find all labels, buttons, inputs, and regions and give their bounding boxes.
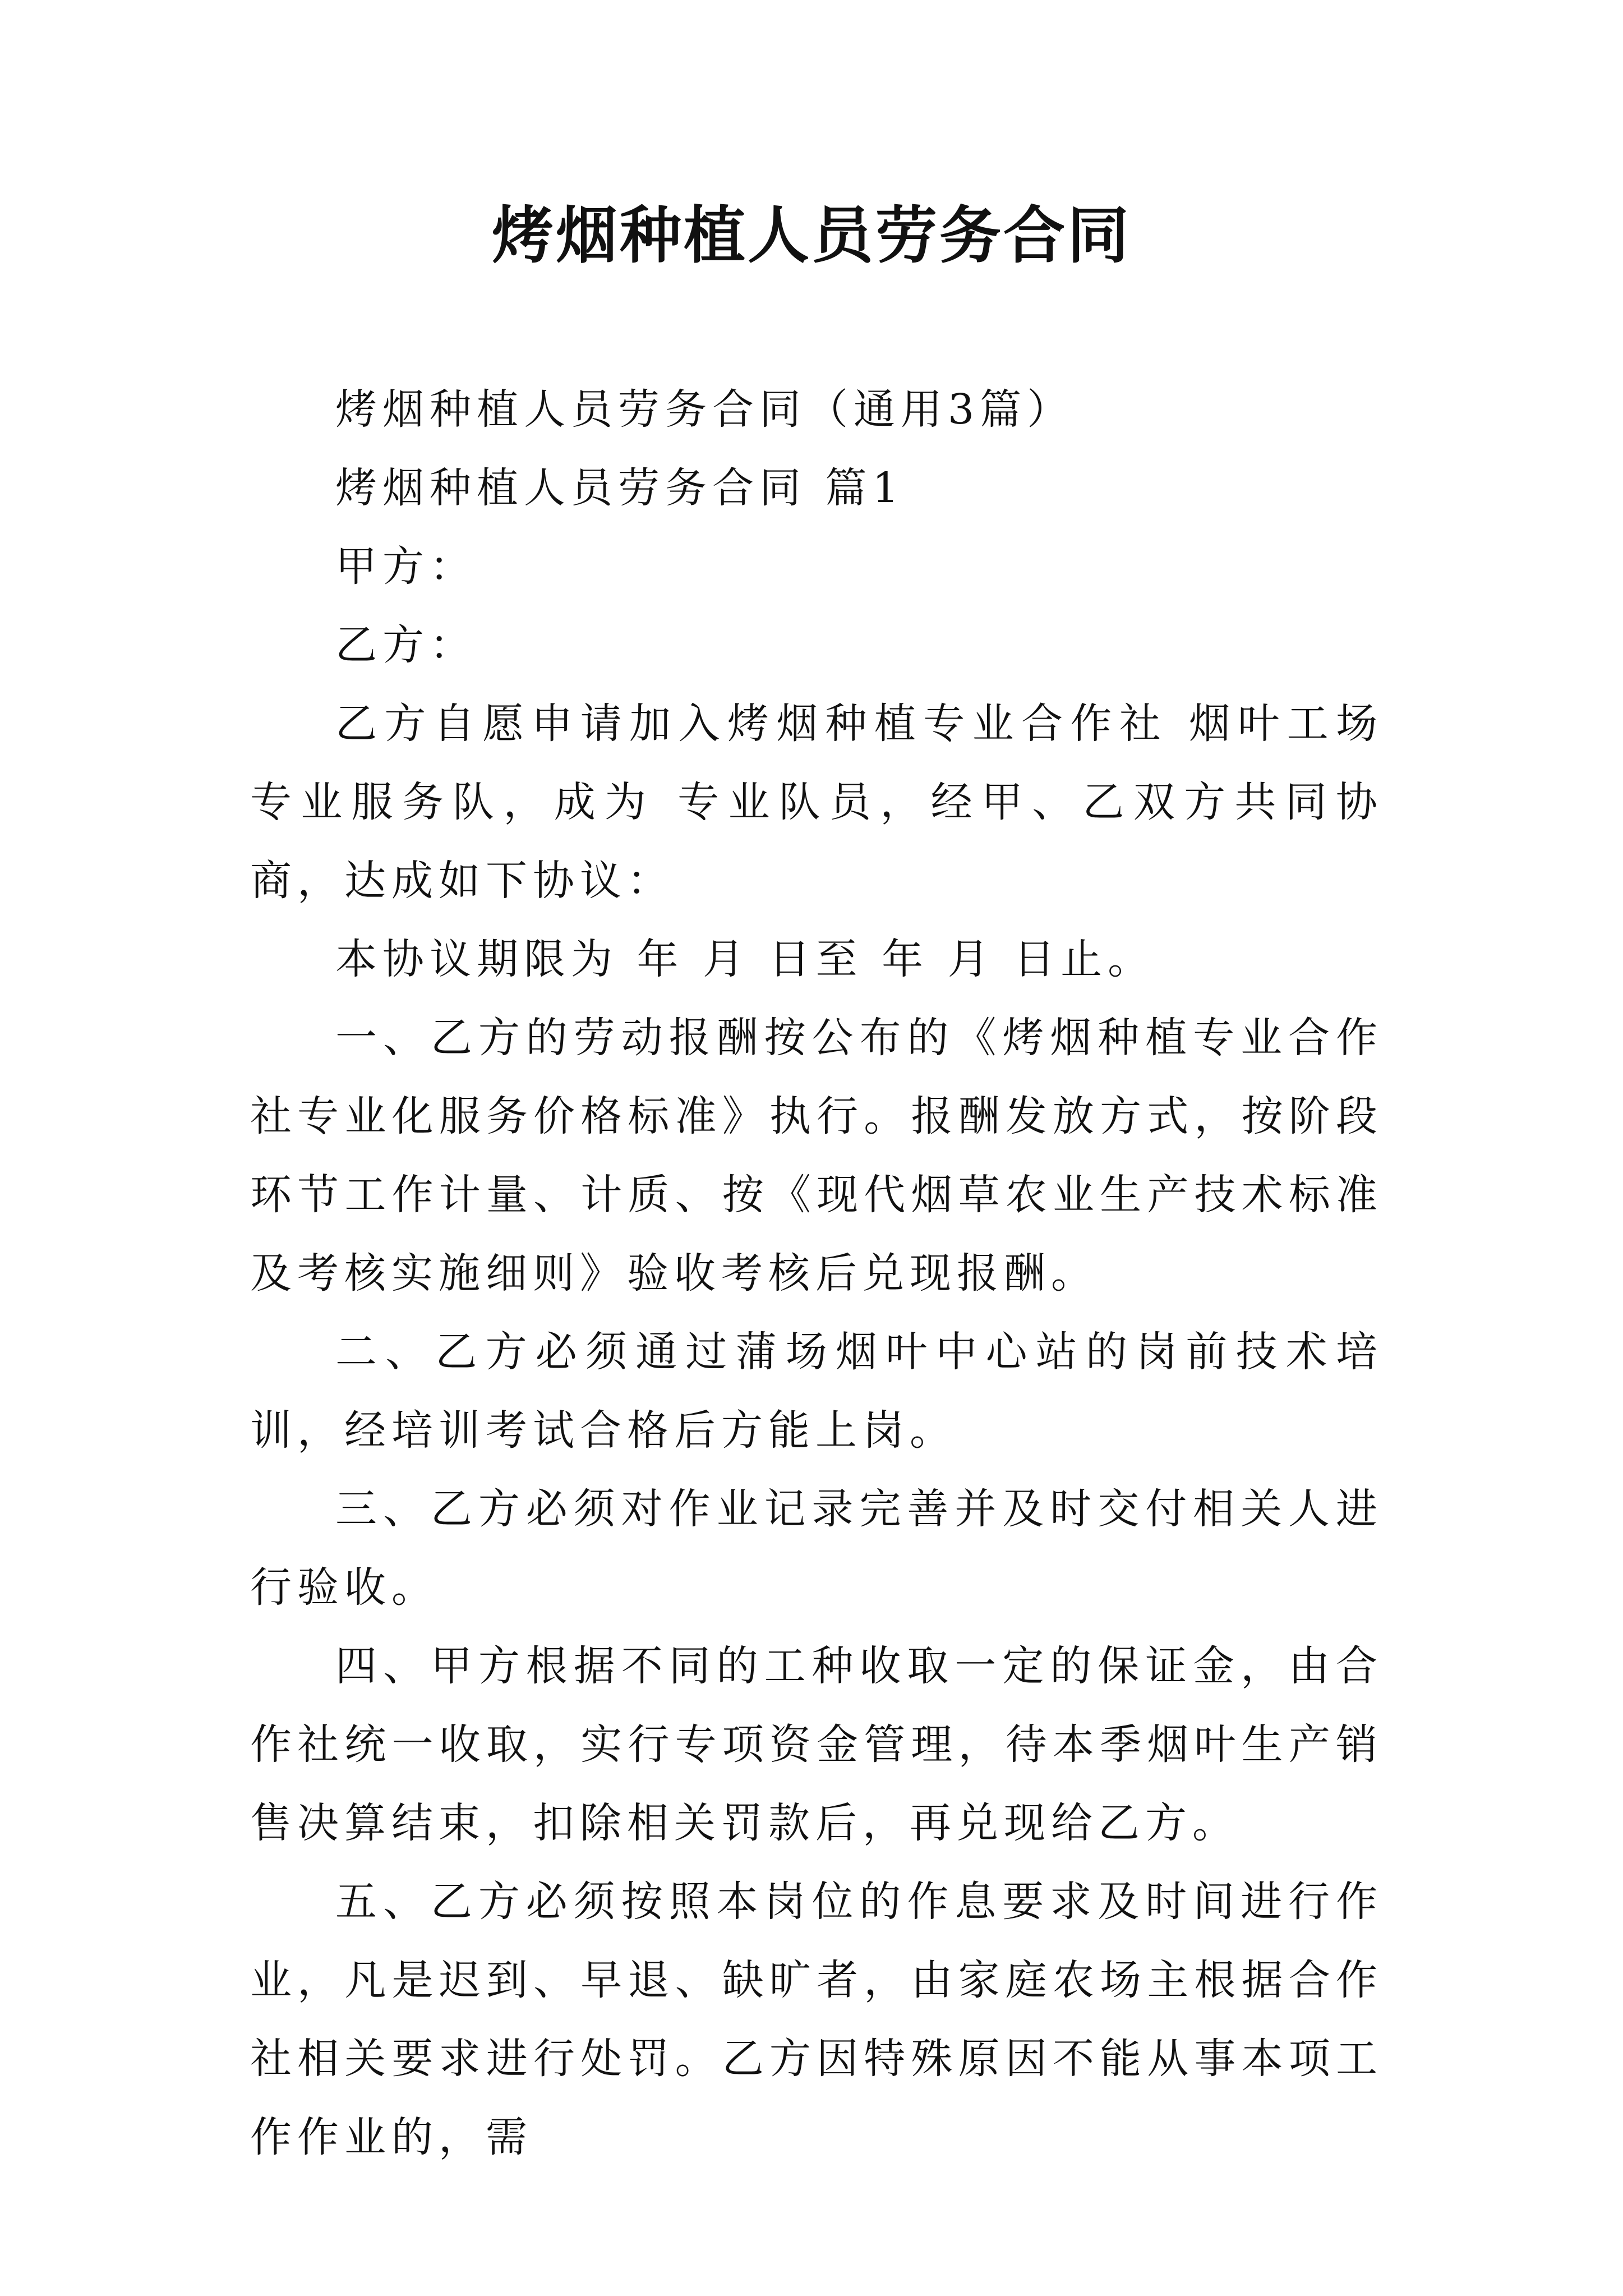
clause-1: 一、乙方的劳动报酬按公布的《烤烟种植专业合作社专业化服务价格标准》执行。报酬发放方式，按阶段环节工作计量、计质、按《现代烟草农业生产技术标准及考核实施细则》验收考核后兑现报酬。 (250, 1014, 1383, 1297)
intro-paragraph: 乙方自愿申请加入烤烟种植专业合作社 烟叶工场 专业服务队，成为 专业队员，经甲、乙双方共同协商，达成如下协议： (250, 700, 1383, 905)
clause-2: 二、乙方必须通过蒲场烟叶中心站的岗前技术培训，经培训考试合格后方能上岗。 (250, 1328, 1383, 1455)
party-b-line: 乙方： (335, 621, 477, 669)
clause-5: 五、乙方必须按照本岗位的作息要求及时间进行作业，凡是迟到、早退、缺旷者，由家庭农场主根据合作社相关要求进行处罚。乙方因特殊原因不能从事本项工作作业的，需 (250, 1878, 1383, 2161)
document-body (250, 370, 1383, 2177)
term-paragraph: 本协议期限为 年 月 日至 年 月 日止。 (335, 935, 1155, 983)
subtitle-paragraph: 烤烟种植人员劳务合同（通用3篇） (335, 385, 1075, 434)
document-title: 烤烟种植人员劳务合同 (492, 199, 1131, 272)
clause-4: 四、甲方根据不同的工种收取一定的保证金，由合作社统一收取，实行专项资金管理，待本季烟叶生产销售决算结束，扣除相关罚款后，再兑现给乙方。 (250, 1642, 1383, 1847)
section-heading: 烤烟种植人员劳务合同 篇1 (335, 464, 905, 512)
party-a-line: 甲方： (335, 542, 477, 591)
clause-3: 三、乙方必须对作业记录完善并及时交付相关人进行验收。 (250, 1485, 1383, 1612)
